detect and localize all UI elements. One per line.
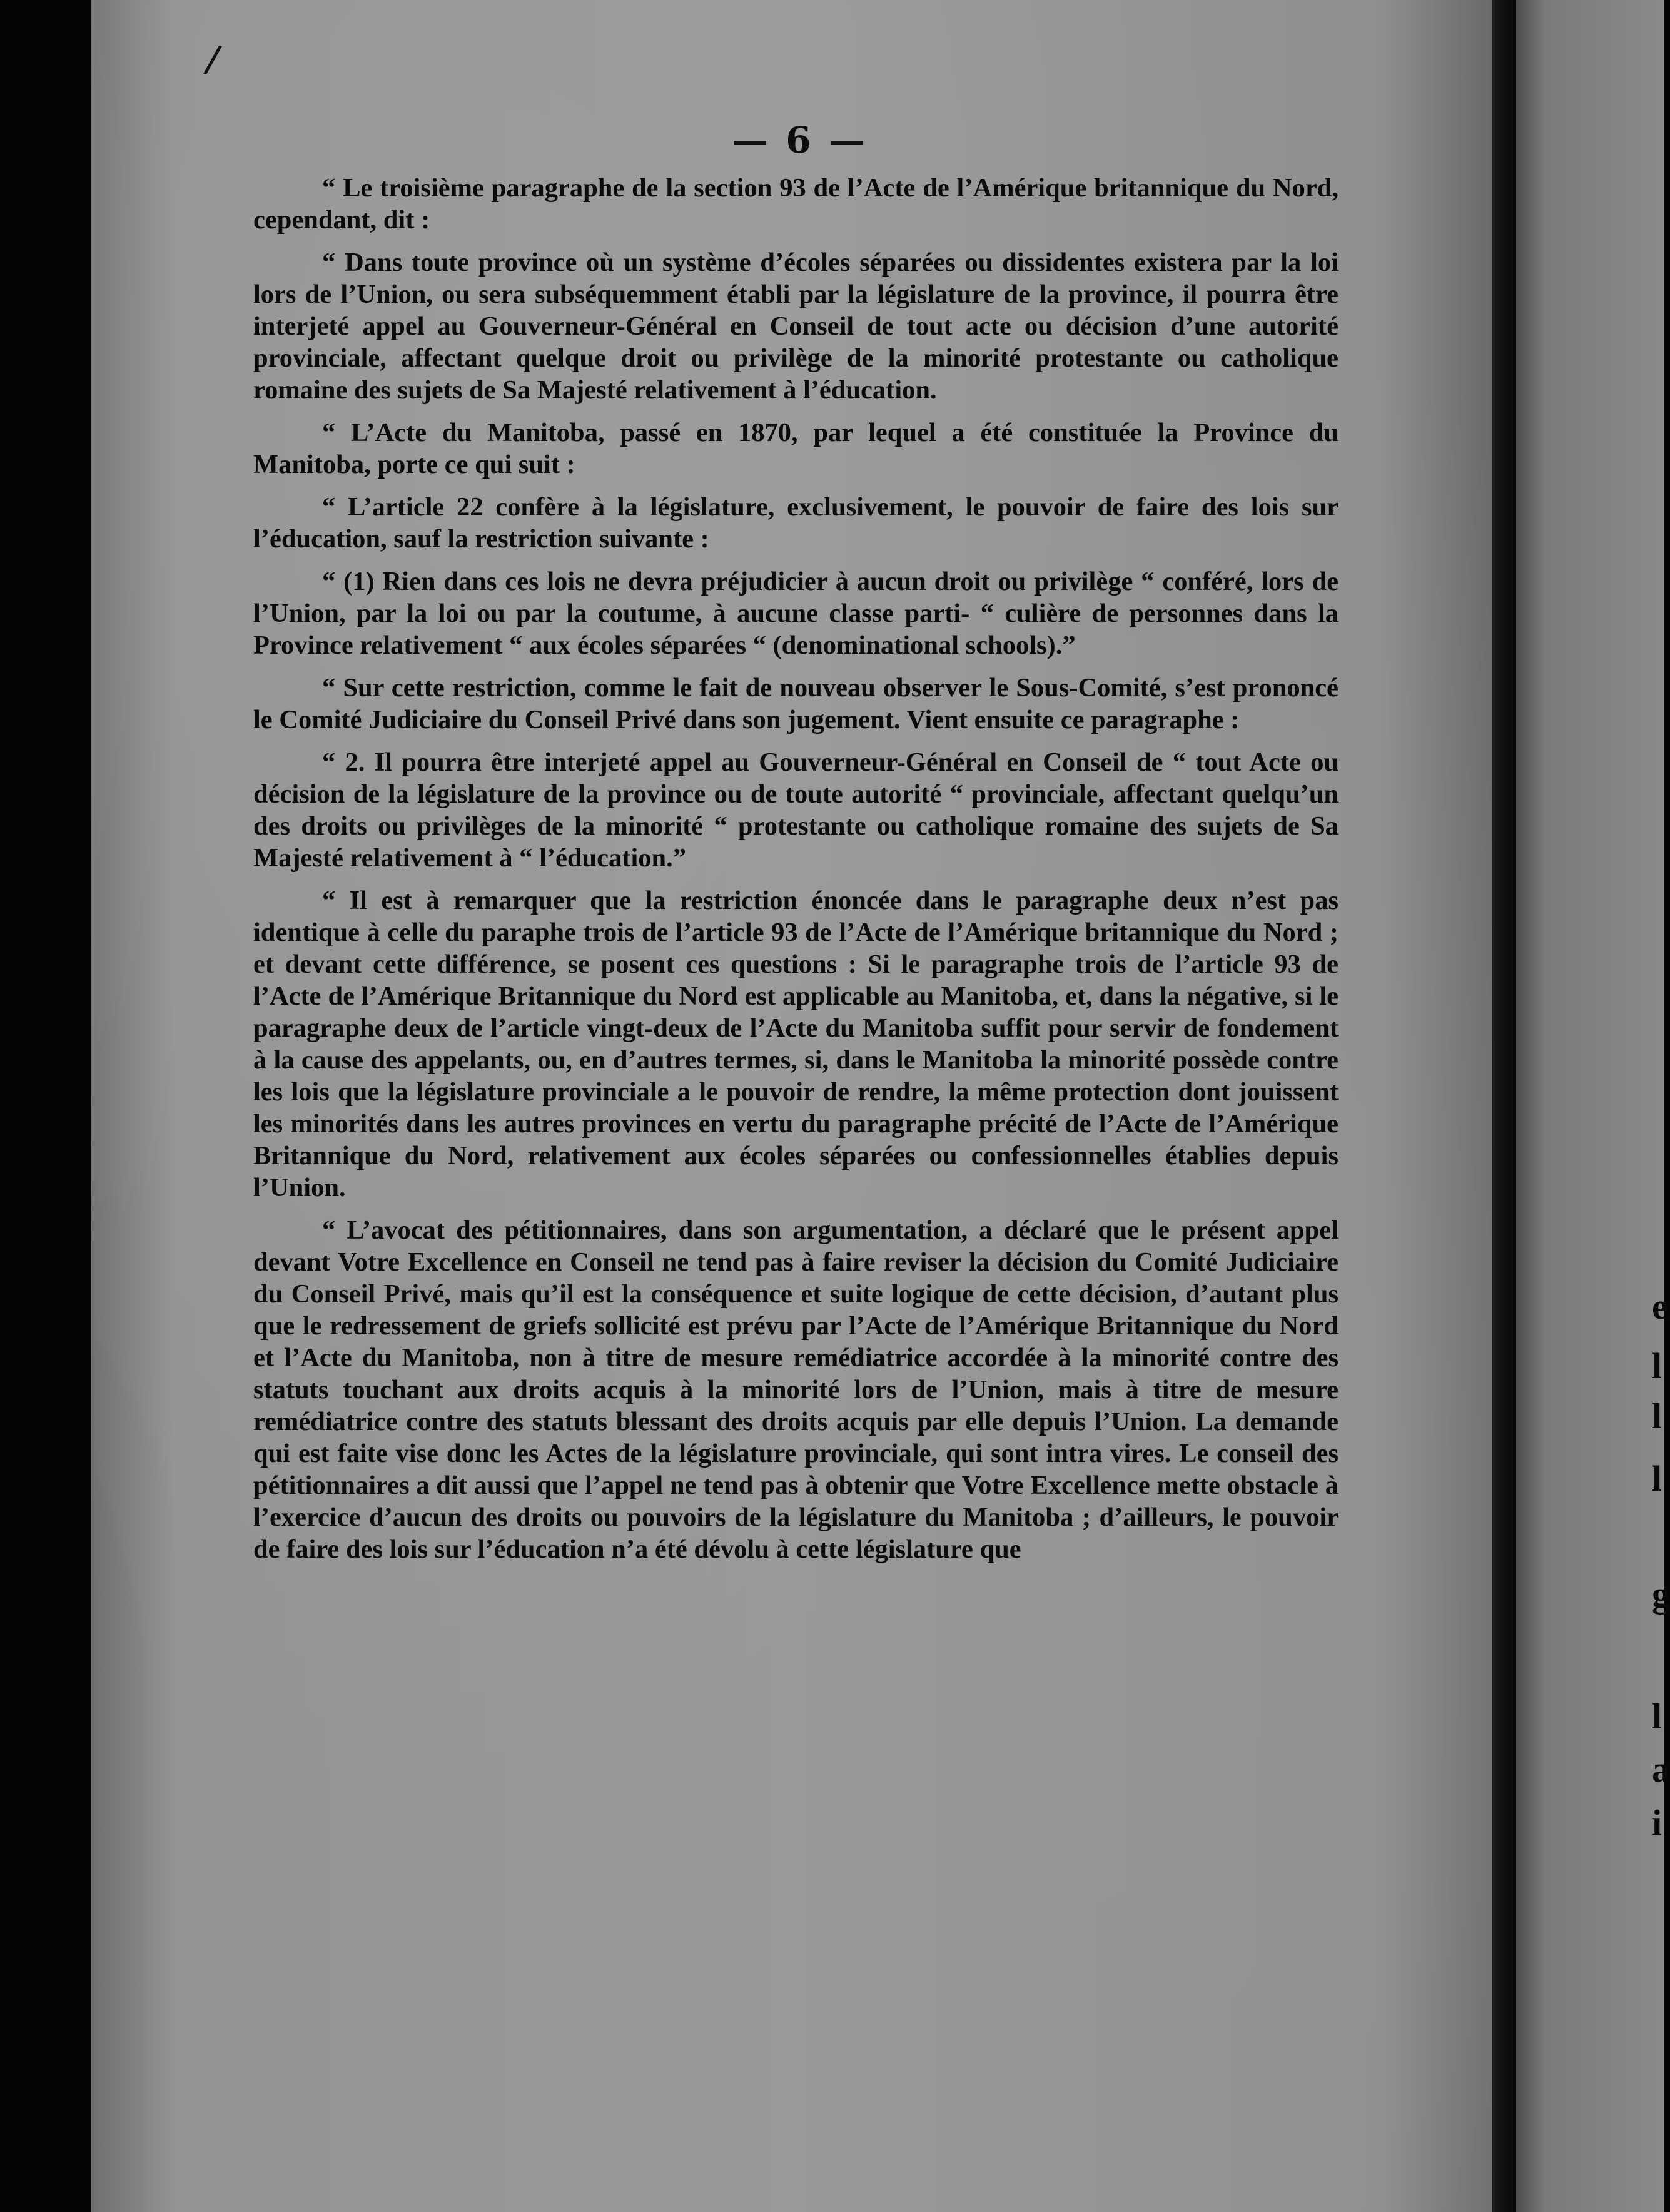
paragraph: “ 2. Il pourra être interjeté appel au Gouverneur-Général en Conseil de “ tout Acte ou décision de la législature de la province ou de toute autorité “ provinciale, affectant quelqu’un des droits ou privilèges de la minorité “ protestante ou catholique romaine des sujets de Sa Majesté relativement à “ l’éducation.” [253,748,1339,873]
next-page-fragment: a [1652,1749,1670,1790]
paragraph: “ L’avocat des pétitionnaires, dans son argumentation, a déclaré que le présent appel devant Votre Excellence en Conseil ne tend pas à faire reviser la décision du Comité Judiciaire du Conseil Privé, mais qu’il est la conséquence et suite logique de cette décision, d’autant plus que le redressement de griefs sollicité est prévu par l’Acte de l’Amérique Britannique du Nord et l’Acte du Manitoba, non à titre de mesure remédiatrice accordée à la minorité contre des statuts touchant aux droits acquis à la minorité lors de l’Union, mais à titre de mesure remédiatrice contre des statuts blessant des droits acquis par elle depuis l’Union. La demande qui est faite vise donc les Actes de la législature provinciale, qui sont intra vires. Le conseil des pétitionnaires a dit aussi que l’appel ne tend pas à obtenir que Votre Excellence mette obstacle à l’exercice d’aucun des droits ou pouvoirs de la législature du Manitoba ; d’ailleurs, le pouvoir de faire des lois sur l’éducation n’a été dévolu à cette législature que [253,1215,1339,1564]
next-page-fragment: e [1652,1286,1668,1327]
scan-blemish: / [201,36,224,83]
next-page-fragment: l [1652,1696,1662,1737]
paragraph: “ L’Acte du Manitoba, passé en 1870, par lequel a été constituée la Province du Manitoba, porte ce qui suit : [253,418,1339,479]
next-page-fragment: l [1652,1458,1662,1499]
page-spine-shadow [1492,0,1516,2212]
next-page-fragment: l [1652,1346,1662,1386]
paragraph: “ Le troisième paragraphe de la section 93 de l’Acte de l’Amérique britannique du Nord, cependant, dit : [253,173,1339,235]
next-page-fragment: i [1652,1802,1662,1843]
next-page-fragment: l [1652,1396,1662,1436]
paragraph: “ Sur cette restriction, comme le fait de nouveau observer le Sous-Comité, s’est prononcé le Comité Judiciaire du Conseil Privé dans son jugement. Vient ensuite ce paragraphe : [253,673,1339,734]
adjacent-page-edge [1516,0,1670,2212]
document-body [253,172,1339,1576]
next-page-fragment: g [1652,1574,1670,1615]
page-number: — 6 — [732,119,868,161]
paragraph: “ Il est à remarquer que la restriction énoncée dans le paragraphe deux n’est pas identique à celle du paraphe trois de l’article 93 de l’Acte de l’Amérique britannique du Nord ; et devant cette différence, se posent ces questions : Si le paragraphe trois de l’article 93 de l’Acte de l’Amérique Britannique du Nord est applicable au Manitoba, et, dans la négative, si le paragraphe deux de l’article vingt-deux de l’Acte du Manitoba suffit pour servir de fondement à la cause des appelants, ou, en d’autres termes, si, dans le Manitoba la minorité possède contre les lois que la législature provinciale a le pouvoir de rendre, la même protection dont jouissent les minorités dans les autres provinces en vertu du paragraphe précité de l’Acte de l’Amérique Britannique du Nord, relativement aux écoles séparées ou confessionnelles établies depuis l’Union. [253,886,1339,1202]
paragraph: “ (1) Rien dans ces lois ne devra préjudicier à aucun droit ou privilège “ conféré, lors de l’Union, par la loi ou par la coutume, à aucune classe parti- “ culière de personnes dans la Province relativement “ aux écoles séparées “ (denominational schools).” [253,567,1339,660]
paragraph: “ Dans toute province où un système d’écoles séparées ou dissidentes existera par la loi lors de l’Union, ou sera subséquemment établi par la législature de la province, il pourra être interjeté appel au Gouverneur-Général en Conseil de tout acte ou décision d’une autorité provinciale, affectant quelque droit ou privilège de la minorité protestante ou catholique romaine des sujets de Sa Majesté relativement à l’éducation. [253,248,1339,405]
paragraph: “ L’article 22 confère à la législature, exclusivement, le pouvoir de faire des lois sur l’éducation, sauf la restriction suivante : [253,492,1339,554]
